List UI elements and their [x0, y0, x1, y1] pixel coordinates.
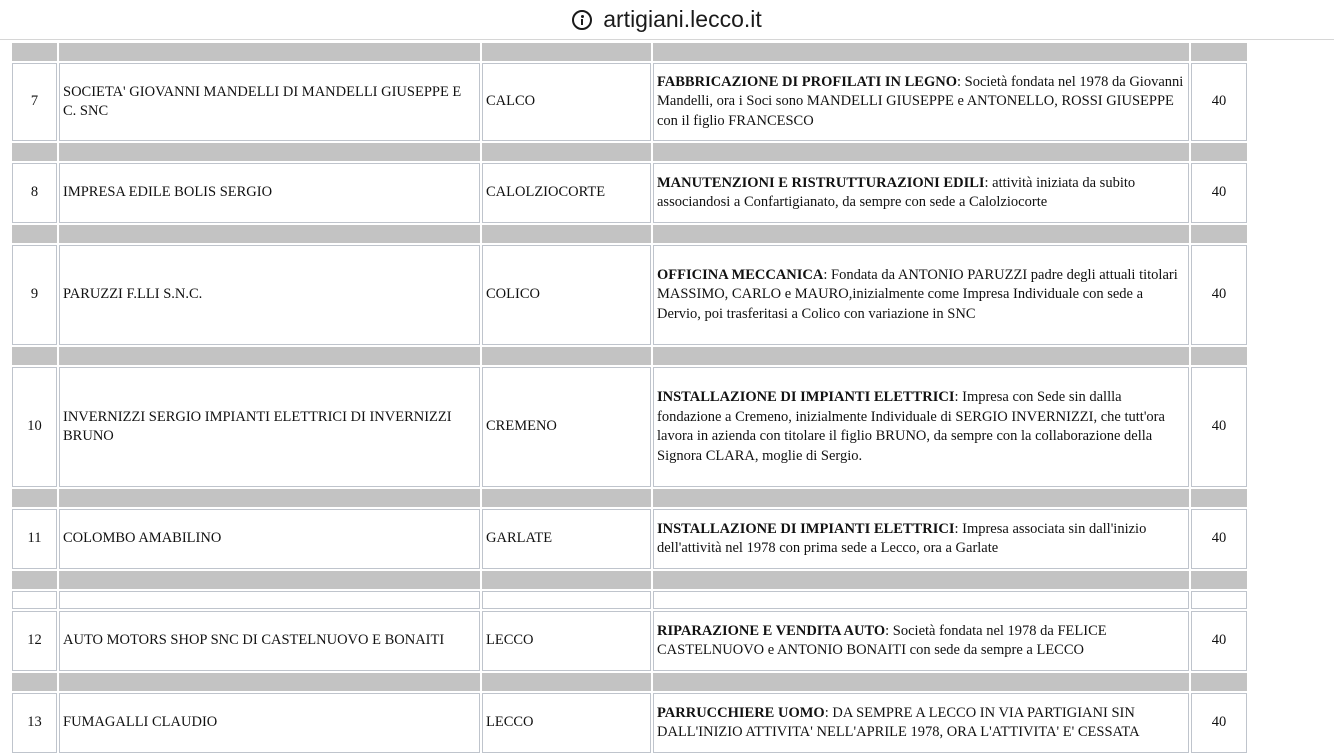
- activity-type: MANUTENZIONI E RISTRUTTURAZIONI EDILI: [657, 174, 985, 191]
- description-text: : DA SEMPRE A LECCO IN VIA PARTIGIANI SIN DALL'INIZIO ATTIVITA' NELL'APRILE 1978, ORA L'ATTIVITA' E' CESSATA: [657, 704, 1140, 740]
- separator-row: [12, 225, 1247, 243]
- activity-type: PARRUCCHIERE UOMO: [657, 704, 825, 721]
- row-number: 13: [12, 693, 57, 753]
- separator-row: [12, 489, 1247, 507]
- company-description: [653, 611, 1189, 671]
- description-text: : Fondata da ANTONIO PARUZZI padre degli attuali titolari MASSIMO, CARLO e MAURO,inizialmente come Impresa Individuale con sede a Dervio, poi trasferitasi a Colico con variazione in SNC: [657, 266, 1178, 322]
- separator-row: [12, 43, 1247, 61]
- row-number: 10: [12, 367, 57, 487]
- company-city: LECCO: [482, 611, 651, 671]
- table-row: [12, 611, 1247, 671]
- description-text: : attività iniziata da subito associandosi a Confartigianato, da sempre con sede a Calolziocorte: [657, 174, 1136, 210]
- years-value: 40: [1191, 245, 1247, 345]
- company-description: [653, 693, 1189, 753]
- separator-row: [12, 571, 1247, 589]
- company-city: CALOLZIOCORTE: [482, 163, 651, 223]
- row-number: 7: [12, 63, 57, 141]
- separator-row: [12, 673, 1247, 691]
- row-number: 11: [12, 509, 57, 569]
- company-description: [653, 367, 1189, 487]
- years-value: 40: [1191, 367, 1247, 487]
- company-name: INVERNIZZI SERGIO IMPIANTI ELETTRICI DI INVERNIZZI BRUNO: [59, 367, 480, 487]
- company-description: [653, 163, 1189, 223]
- company-name: FUMAGALLI CLAUDIO: [59, 693, 480, 753]
- table-row: [12, 509, 1247, 569]
- table-row: [12, 367, 1247, 487]
- company-city: GARLATE: [482, 509, 651, 569]
- table-row: [12, 245, 1247, 345]
- company-city: COLICO: [482, 245, 651, 345]
- artisans-table-container: [10, 41, 1249, 755]
- company-city: CREMENO: [482, 367, 651, 487]
- years-value: 40: [1191, 509, 1247, 569]
- years-value: 40: [1191, 611, 1247, 671]
- years-value: 40: [1191, 63, 1247, 141]
- activity-type: RIPARAZIONE E VENDITA AUTO: [657, 622, 886, 639]
- row-number: 8: [12, 163, 57, 223]
- company-name: AUTO MOTORS SHOP SNC DI CASTELNUOVO E BONAITI: [59, 611, 480, 671]
- table-row: [12, 163, 1247, 223]
- table-row: [12, 693, 1247, 753]
- description-text: : Società fondata nel 1978 da FELICE CASTELNUOVO e ANTONIO BONAITI con sede da sempre a LECCO: [657, 622, 1107, 658]
- table-row: [12, 63, 1247, 141]
- url-text[interactable]: artigiani.lecco.it: [603, 6, 762, 32]
- separator-row: [12, 143, 1247, 161]
- company-name: PARUZZI F.LLI S.N.C.: [59, 245, 480, 345]
- activity-type: INSTALLAZIONE DI IMPIANTI ELETTRICI: [657, 520, 955, 537]
- description-text: : Società fondata nel 1978 da Giovanni Mandelli, ora i Soci sono MANDELLI GIUSEPPE e ANTONELLO, ROSSI GIUSEPPE con il figlio FRANCESCO: [657, 73, 1184, 129]
- company-city: LECCO: [482, 693, 651, 753]
- row-number: 9: [12, 245, 57, 345]
- activity-type: OFFICINA MECCANICA: [657, 266, 824, 283]
- address-bar[interactable]: [0, 0, 1334, 40]
- separator-row: [12, 347, 1247, 365]
- info-icon[interactable]: [572, 10, 592, 30]
- description-text: : Impresa con Sede sin dallla fondazione a Cremeno, inizialmente Individuale di SERGIO INVERNIZZI, che tutt'ora lavora in azienda con titolare il figlio BRUNO, da sempre con la collaborazione della Signora CLARA, moglie di Sergio.: [657, 389, 1165, 464]
- company-name: IMPRESA EDILE BOLIS SERGIO: [59, 163, 480, 223]
- company-name: SOCIETA' GIOVANNI MANDELLI DI MANDELLI GIUSEPPE E C. SNC: [59, 63, 480, 141]
- row-number: 12: [12, 611, 57, 671]
- artisans-table: [10, 41, 1249, 755]
- company-description: [653, 245, 1189, 345]
- years-value: 40: [1191, 163, 1247, 223]
- company-description: [653, 63, 1189, 141]
- company-description: [653, 509, 1189, 569]
- company-name: COLOMBO AMABILINO: [59, 509, 480, 569]
- company-city: CALCO: [482, 63, 651, 141]
- description-text: : Impresa associata sin dall'inizio dell'attività nel 1978 con prima sede a Lecco, ora a Garlate: [657, 520, 1147, 556]
- activity-type: INSTALLAZIONE DI IMPIANTI ELETTRICI: [657, 389, 955, 405]
- empty-row: [12, 591, 1247, 609]
- activity-type: FABBRICAZIONE DI PROFILATI IN LEGNO: [657, 73, 957, 90]
- years-value: 40: [1191, 693, 1247, 753]
